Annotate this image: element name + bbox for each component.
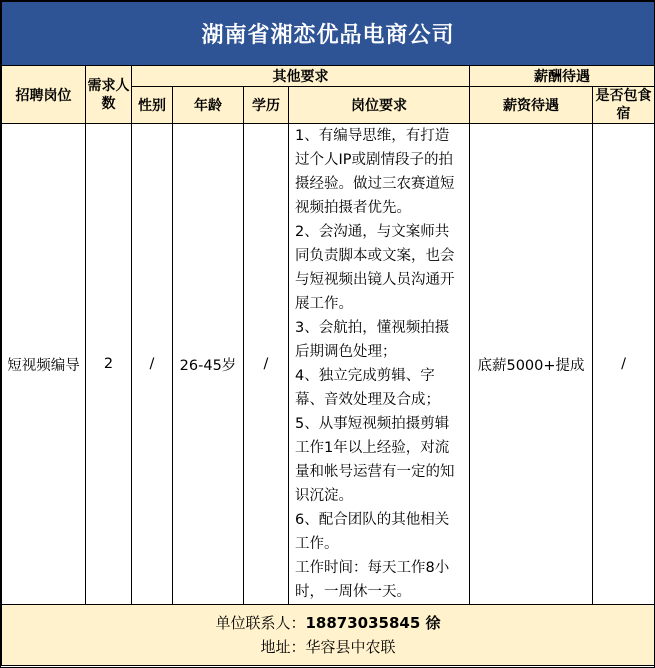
header-pay: 薪资待遇 bbox=[470, 87, 593, 124]
address-line bbox=[2, 635, 654, 659]
contact-label: 单位联系人： bbox=[215, 614, 306, 632]
footer bbox=[2, 605, 655, 666]
cell-board: / bbox=[593, 124, 655, 605]
page-title: 湖南省湘恋优品电商公司 bbox=[2, 2, 655, 66]
requirement-item: 1、有编导思维，有打造过个人IP或剧情段子的拍摄经验。做过三农赛道短视频拍摄者优先。 bbox=[295, 128, 455, 216]
header-pay-group: 薪酬待遇 bbox=[470, 66, 655, 87]
contact-value: 18873035845 徐 bbox=[305, 614, 441, 632]
requirement-item: 工作时间：每天工作8小时，一周休一天。 bbox=[295, 560, 450, 600]
cell-position: 短视频编导 bbox=[2, 124, 86, 605]
cell-pay: 底薪5000+提成 bbox=[470, 124, 593, 605]
cell-requirements bbox=[289, 124, 470, 605]
address-value: 华容县中农联 bbox=[305, 638, 396, 656]
header-education: 学历 bbox=[244, 87, 289, 124]
header-position: 招聘岗位 bbox=[2, 66, 86, 124]
cell-age: 26-45岁 bbox=[173, 124, 244, 605]
requirement-item: 4、独立完成剪辑、字幕、音效处理及合成； bbox=[295, 368, 440, 408]
header-other-requirements: 其他要求 bbox=[132, 66, 470, 87]
cell-education: / bbox=[244, 124, 289, 605]
requirement-item: 5、从事短视频拍摄剪辑工作1年以上经验，对流量和帐号运营有一定的知识沉淀。 bbox=[295, 416, 455, 504]
requirement-item: 3、会航拍，懂视频拍摄后期调色处理； bbox=[295, 320, 450, 360]
cell-count: 2 bbox=[86, 124, 132, 605]
requirement-item: 6、配合团队的其他相关工作。 bbox=[295, 512, 450, 552]
header-requirements: 岗位要求 bbox=[289, 87, 470, 124]
header-gender: 性别 bbox=[132, 87, 173, 124]
recruitment-table bbox=[1, 1, 655, 666]
header-age: 年龄 bbox=[173, 87, 244, 124]
address-label: 地址： bbox=[260, 638, 306, 656]
header-board: 是否包食宿 bbox=[593, 87, 655, 124]
header-count: 需求人数 bbox=[86, 66, 132, 124]
cell-gender: / bbox=[132, 124, 173, 605]
contact-line bbox=[2, 611, 654, 635]
requirement-item: 2、会沟通，与文案师共同负责脚本或文案，也会与短视频出镜人员沟通开展工作。 bbox=[295, 224, 455, 312]
